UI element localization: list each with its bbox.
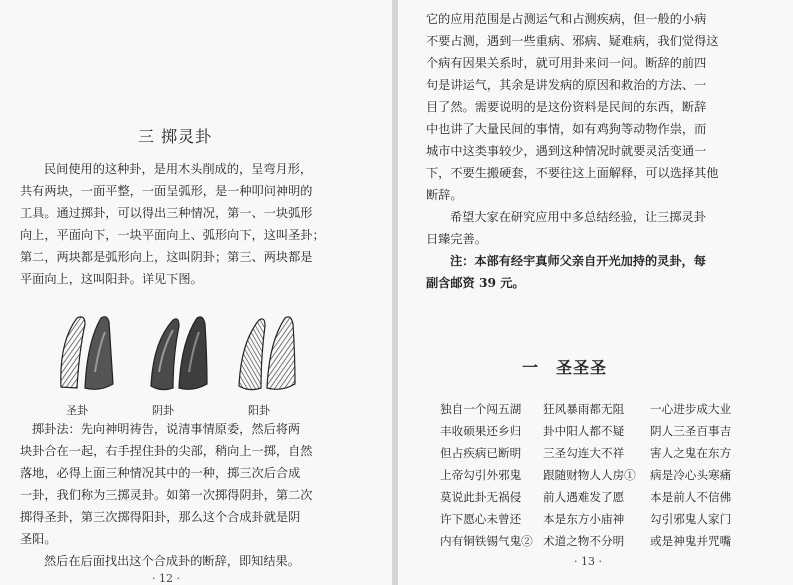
usage-line: 中也讲了大量民间的事情，如有鸡狗等动物作祟，而	[426, 122, 707, 136]
verse-line: 本是前人不信佛	[650, 490, 732, 504]
divination-blocks-figure	[55, 312, 315, 392]
verse-line: 病是冷心头寒痛	[650, 468, 732, 482]
verse-line: 但占疾病已断明	[440, 446, 522, 460]
wish-line: 日臻完善。	[426, 232, 487, 246]
method-line: 落地，必得上面三种情况其中的一种，掷三次后合成	[20, 466, 301, 480]
section-title: 三 掷灵卦	[138, 127, 213, 146]
page-number-left: · 12 ·	[152, 572, 180, 585]
verse-line: 跟随财物人人房①	[543, 468, 636, 482]
method-line: 块卦合在一起，右手捏住卦的尖部，稍向上一掷，自然	[20, 444, 313, 458]
verse-line: 内有铜铁锡气鬼②	[440, 534, 533, 548]
usage-line: 句是讲运气，其余是讲发病的原因和救治的方法、一	[426, 78, 707, 92]
verse-line: 许下愿心未曾还	[440, 512, 522, 526]
verse-line: 本是东方小庙神	[543, 512, 625, 526]
verse-line: 一心进步成大业	[650, 402, 732, 416]
intro-paragraph	[20, 158, 325, 290]
usage-line: 个病有因果关系时，就可用卦来问一问。断辞的前四	[426, 56, 707, 70]
verse-line: 害人之鬼在东方	[650, 446, 732, 460]
verse-line: 或是神鬼并咒嘴	[650, 534, 732, 548]
usage-line: 它的应用范围是占测运气和占测疾病，但一般的小病	[426, 12, 707, 26]
verse-line: 独自一个闯五湖	[440, 402, 522, 416]
caption-yin-gua: 阴卦	[152, 404, 174, 417]
note-line: 副含邮资 39 元。	[426, 276, 525, 290]
verse-line: 丰收硕果还乡归	[440, 424, 522, 438]
intro-line: 工具。通过掷卦，可以得出三种情况，第一、一块弧形	[20, 206, 313, 220]
verse-column-3	[650, 398, 731, 552]
usage-line: 目了然。需要说明的是这份资料是民间的东西，断辞	[426, 100, 707, 114]
right-page	[398, 0, 793, 585]
verse-line: 上帝勾引外邪鬼	[440, 468, 522, 482]
verse-line: 术道之物不分明	[543, 534, 625, 548]
usage-line: 城市中这类事较少，遇到这种情况时就要灵活变通一	[426, 144, 707, 158]
verse-line: 莫说此卦无祸侵	[440, 490, 522, 504]
verse-line: 卦中阳人都不疑	[543, 424, 625, 438]
usage-line: 不要占测，遇到一些重病、邪病、疑难病，我们觉得这	[426, 34, 719, 48]
method-line: 掷卦法：先向神明祷告，说清事情原委，然后将两	[32, 422, 301, 436]
wish-line: 希望大家在研究应用中多总结经验，让三掷灵卦	[450, 210, 706, 224]
caption-yang-gua: 阳卦	[248, 404, 270, 417]
verse-line: 阴人三圣百事吉	[650, 424, 732, 438]
left-page	[0, 0, 392, 585]
method-line: 圣阳。	[20, 532, 57, 546]
subsection-title: 一 圣圣圣	[522, 358, 608, 377]
verse-column-2	[543, 398, 636, 552]
yin-gua-blocks-icon	[151, 317, 207, 390]
method-final-line: 然后在后面找出这个合成卦的断辞，即知结果。	[44, 554, 300, 568]
caption-sheng-gua: 圣卦	[66, 404, 88, 417]
intro-line: 第二，两块都是弧形向上，这叫阴卦；第三、两块都是	[20, 250, 313, 264]
usage-paragraph	[426, 8, 766, 294]
method-paragraph	[20, 418, 330, 572]
note-line: 注：本部有经宇真师父亲自开光加持的灵卦，每	[450, 254, 706, 268]
page-number-right: · 13 ·	[574, 555, 602, 568]
intro-line: 共有两块，一面平整，一面呈弧形，是一种叩问神明的	[20, 184, 313, 198]
verse-line: 狂风暴雨都无阻	[543, 402, 625, 416]
verse-line: 前人遇难发了愿	[543, 490, 625, 504]
method-line: 掷得圣卦，第三次掷得阳卦，那么这个合成卦就是阴	[20, 510, 301, 524]
usage-line: 断辞。	[426, 188, 463, 202]
intro-line: 民间使用的这种卦，是用木头削成的，呈弯月形，	[44, 162, 313, 176]
intro-line: 向上，平面向下，一块平面向上、弧形向下，这叫圣卦；	[20, 228, 325, 242]
verse-line: 勾引邪鬼人家门	[650, 512, 732, 526]
sheng-gua-blocks-icon	[61, 317, 113, 390]
verse-column-1	[440, 398, 533, 552]
method-line: 一卦，我们称为三掷灵卦。如第一次掷得阴卦，第二次	[20, 488, 313, 502]
verse-line: 三圣勾连大不祥	[543, 446, 625, 460]
usage-line: 下，不要生搬硬套，不要往这上面解释，可以选择其他	[426, 166, 719, 180]
yang-gua-blocks-icon	[239, 317, 295, 390]
intro-line: 平面向上，这叫阳卦。详见下图。	[20, 272, 203, 286]
